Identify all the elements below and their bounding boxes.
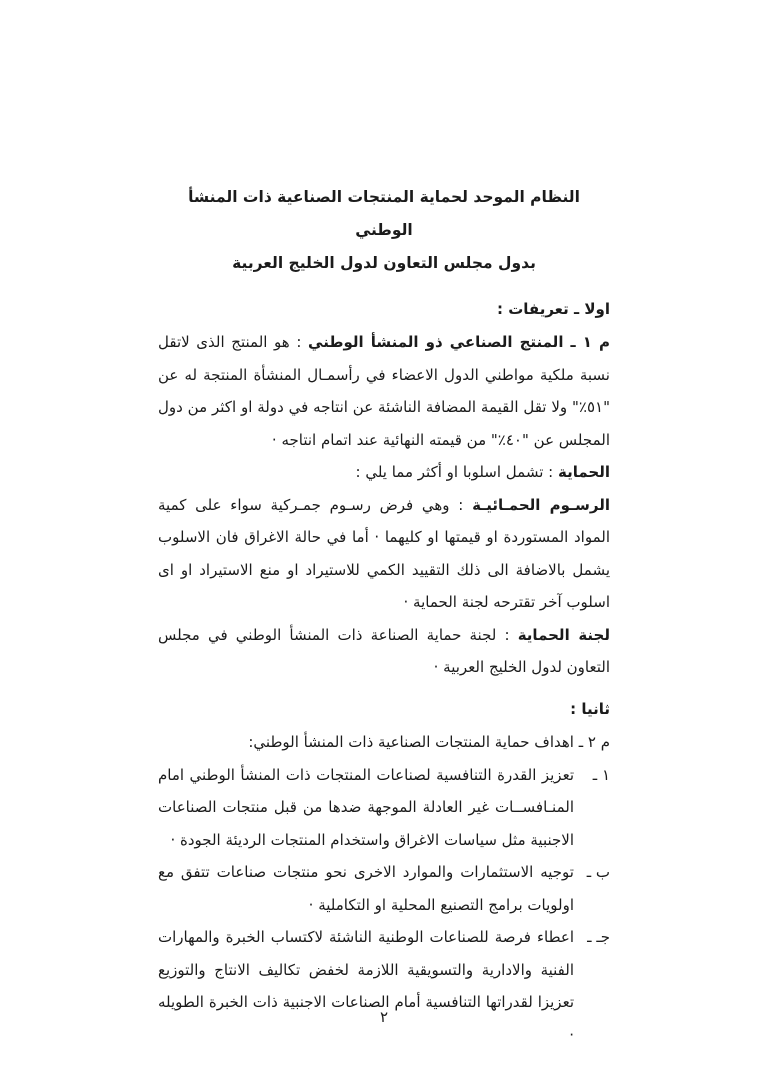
- title-line-1: النظام الموحد لحماية المنتجات الصناعية ذات المنشأ الوطني: [188, 188, 580, 239]
- objective-item-1: [158, 759, 610, 857]
- definition-industrial-product: [158, 326, 610, 456]
- objective-marker-3: جـ ـ: [587, 928, 610, 946]
- definition-protection: [158, 456, 610, 489]
- definition-text-industrial-product: : هو المنتج الذى لاتقل نسبة ملكية مواطني الدول الاعضاء في رأسمـال المنشأة المنتجة له عن "٥١٪" ولا تقل القيمة المضافة الناشئة عن انتاجه في دولة او اكثر من دول المجلس عن "٤٠٪" من قيمته النهائية عند اتمام انتاجه ·: [158, 333, 610, 449]
- objective-marker-2: ب ـ: [586, 863, 610, 881]
- objective-text-1: تعزيز القدرة التنافسية لصناعات المنتجات ذات المنشأ الوطني امام المنـافســات غير العادلة الموجهة ضدها من قبل منتجات الصناعات الاجنبية مثل سياسات الاغراق واستخدام المنتجات الرديئة الجودة ·: [158, 765, 574, 849]
- title-line-2: بدول مجلس التعاون لدول الخليج العربية: [232, 254, 536, 272]
- document-content: [158, 181, 610, 1051]
- definition-protective-duties: [158, 489, 610, 619]
- objective-text-2: توجيه الاستثمارات والموارد الاخرى نحو منتجات صناعات تتفق مع اولويات برامج التصنيع المحلية او التكاملية ·: [158, 863, 574, 914]
- page-number: ٢: [379, 1008, 389, 1026]
- document-title: [158, 181, 610, 280]
- definition-term-protective-duties: الرسـوم الحمـائيـة: [472, 495, 611, 514]
- objective-item-2: [158, 856, 610, 921]
- definition-term-industrial-product: م ١ ـ المنتج الصناعي ذو المنشأ الوطني: [308, 333, 610, 351]
- section-two-heading: ثانيا :: [570, 699, 610, 718]
- section-one-heading: اولا ـ تعريفات :: [497, 300, 610, 318]
- definition-term-protection: الحماية: [557, 463, 610, 481]
- definition-protection-committee: [158, 619, 610, 684]
- section-two-intro: م ٢ ـ اهداف حماية المنتجات الصناعية ذات المنشأ الوطني:: [248, 732, 610, 751]
- objective-item-3: [158, 921, 610, 1051]
- definition-text-protection-committee: : لجنة حماية الصناعة ذات المنشأ الوطني في مجلس التعاون لدول الخليج العربية ·: [158, 625, 610, 676]
- definition-term-protection-committee: لجنة الحماية: [517, 625, 610, 644]
- definition-text-protection: : تشمل اسلوبا او أكثر مما يلي :: [355, 463, 558, 481]
- objective-marker-1: ١ ـ: [592, 765, 610, 784]
- definition-text-protective-duties: : وهي فرض رسـوم جمـركية سواء على كمية المواد المستوردة او قيمتها او كليهما · أما في حالة الاغراق فان الاسلوب يشمل بالاضافة الى ذلك التقييد الكمي للاستيراد او منع الاستيراد او اى اسلوب آخر تقترحه لجنة الحماية ·: [158, 495, 610, 611]
- objective-text-3: اعطاء فرصة للصناعات الوطنية الناشئة لاكتساب الخبرة والمهارات الفنية والادارية والتسويقية اللازمة لخفض تكاليف الانتاج والتوزيع تعزيزا لقدراتها التنافسية أمام الصناعات الاجنبية ذات الخبرة الطويله ·: [158, 928, 574, 1044]
